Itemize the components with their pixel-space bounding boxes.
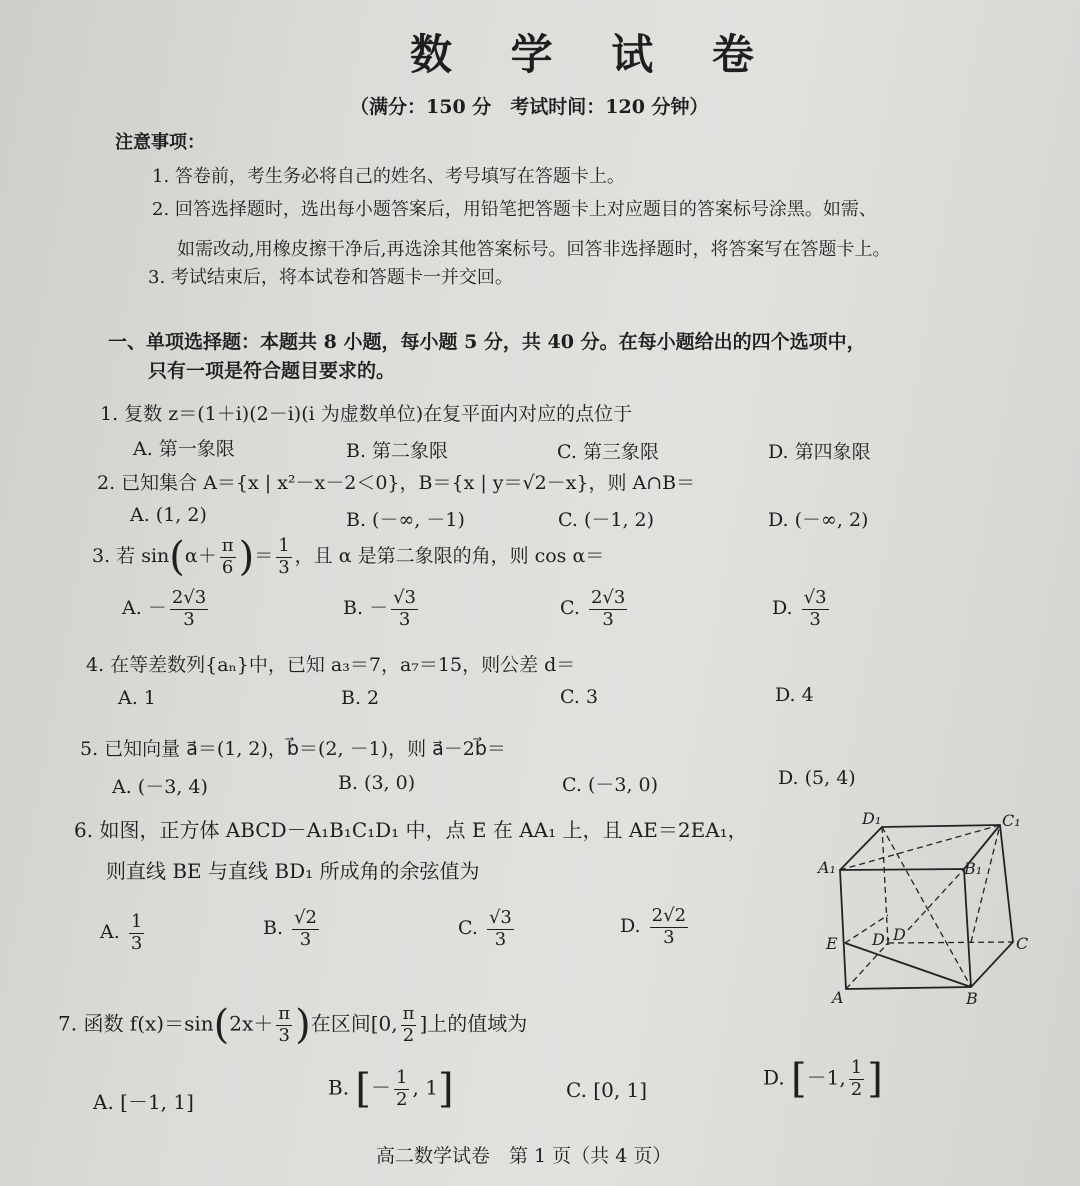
notice-item: 3. 考试结束后，将本试卷和答题卡一并交回。 xyxy=(148,267,513,288)
notice-heading: 注意事项： xyxy=(115,132,205,153)
option-b[interactable]: B. (－∞, －1) xyxy=(346,509,465,531)
label-c1: C₁ xyxy=(1002,811,1021,830)
question-6-stem: 则直线 BE 与直线 BD₁ 所成角的余弦值为 xyxy=(106,859,480,883)
option-d[interactable]: D. 第四象限 xyxy=(768,441,871,463)
segment-be xyxy=(845,943,971,987)
notice-item: 2. 回答选择题时，选出每小题答案后，用铅笔把答题卡上对应题目的答案标号涂黑。如需、 xyxy=(152,199,877,220)
label-a: A xyxy=(832,988,844,1007)
question-3-stem: 3. 若 sin(α＋ $\frac{\pi}{6}$ )＝ $\frac{1}{3}$ ，且 α 是第二象限的角，则 cos α＝ xyxy=(92,534,605,581)
option-a[interactable]: A. 1 xyxy=(118,687,156,709)
page-title: 数 学 试 卷 xyxy=(410,30,776,79)
option-a[interactable]: A. － $\frac{2√3}{3}$ xyxy=(122,587,207,630)
label-c: C xyxy=(1016,934,1029,953)
question-1-stem: 1. 复数 z＝(1＋i)(2－i)(i 为虚数单位)在复平面内对应的点位于 xyxy=(100,403,633,425)
option-d[interactable]: D. $\frac{√3}{3}$ xyxy=(772,587,827,630)
label-b1: B₁ xyxy=(964,859,983,878)
option-c[interactable]: C. 3 xyxy=(560,686,599,708)
option-d[interactable]: D. (5, 4) xyxy=(778,767,856,789)
page-footer: 高二数学试卷 第 1 页（共 4 页） xyxy=(376,1145,672,1167)
option-b[interactable]: B. $\frac{√2}{3}$ xyxy=(263,907,317,950)
label-d1: D₁ xyxy=(862,809,882,828)
option-c[interactable]: C. [0, 1] xyxy=(566,1078,648,1102)
diag-bd1 xyxy=(882,827,971,987)
label-e: E xyxy=(826,934,838,953)
option-a[interactable]: A. (1, 2) xyxy=(130,504,207,526)
option-b[interactable]: B. (3, 0) xyxy=(338,772,416,794)
section-heading: 一、单项选择题：本题共 8 小题，每小题 5 分，共 40 分。在每小题给出的四个选项中， xyxy=(108,331,866,353)
option-c[interactable]: C. $\frac{√3}{3}$ xyxy=(458,907,512,950)
label-d1-dup: D₁ xyxy=(872,930,892,949)
option-c[interactable]: C. $\frac{2√3}{3}$ xyxy=(560,587,626,630)
option-d[interactable]: D. [－1, $\frac{1}{2}$ ] xyxy=(763,1056,883,1103)
question-2-stem: 2. 已知集合 A＝{x | x²－x－2＜0}，B＝{x | y＝√2－x}，则 A∩B＝ xyxy=(97,472,696,494)
label-d: D xyxy=(893,925,906,944)
option-d[interactable]: D. (－∞, 2) xyxy=(768,509,869,531)
option-c[interactable]: C. 第三象限 xyxy=(557,441,659,463)
option-d[interactable]: D. 4 xyxy=(775,684,814,706)
diag-db1 xyxy=(908,869,964,930)
question-4-stem: 4. 在等差数列{aₙ}中，已知 a₃＝7，a₇＝15，则公差 d＝ xyxy=(86,654,576,676)
option-a[interactable]: A. (－3, 4) xyxy=(112,776,208,798)
option-b[interactable]: B. 第二象限 xyxy=(346,440,449,462)
option-a[interactable]: A. $\frac{1}{3}$ xyxy=(100,911,143,954)
option-b[interactable]: B. [－ $\frac{1}{2}$ , 1] xyxy=(328,1066,454,1113)
label-b: B xyxy=(966,989,978,1008)
question-5-stem: 5. 已知向量 a⃗＝(1, 2)，b⃗＝(2, －1)，则 a⃗－2b⃗＝ xyxy=(80,738,506,760)
edge-dc xyxy=(888,942,1013,943)
question-7-stem: 7. 函数 f(x)＝sin(2x＋ $\frac{\pi}{3}$ )在区间[0, $\frac{\pi}{2}$ ]上的值域为 xyxy=(58,1002,528,1049)
option-a[interactable]: A. [－1, 1] xyxy=(93,1090,194,1114)
option-a[interactable]: A. 第一象限 xyxy=(133,438,235,460)
notice-item: 1. 答卷前，考生务必将自己的姓名、考号填写在答题卡上。 xyxy=(152,166,625,187)
edge-dd1 xyxy=(882,827,888,943)
question-6-stem: 6. 如图，正方体 ABCD－A₁B₁C₁D₁ 中，点 E 在 AA₁ 上，且 AE＝2EA₁， xyxy=(74,818,748,842)
label-a1: A₁ xyxy=(818,858,836,877)
option-b[interactable]: B. 2 xyxy=(341,687,380,709)
notice-item: 如需改动,用橡皮擦干净后,再选涂其他答案标号。回答非选择题时，将答案写在答题卡上。 xyxy=(177,239,891,260)
option-c[interactable]: C. (－3, 0) xyxy=(562,774,659,796)
option-c[interactable]: C. (－1, 2) xyxy=(558,509,655,531)
exam-info: （满分：150 分 考试时间：120 分钟） xyxy=(350,96,709,118)
section-heading: 只有一项是符合题目要求的。 xyxy=(148,360,396,382)
option-b[interactable]: B. － $\frac{√3}{3}$ xyxy=(343,587,416,630)
option-d[interactable]: D. $\frac{2√2}{3}$ xyxy=(620,905,687,948)
